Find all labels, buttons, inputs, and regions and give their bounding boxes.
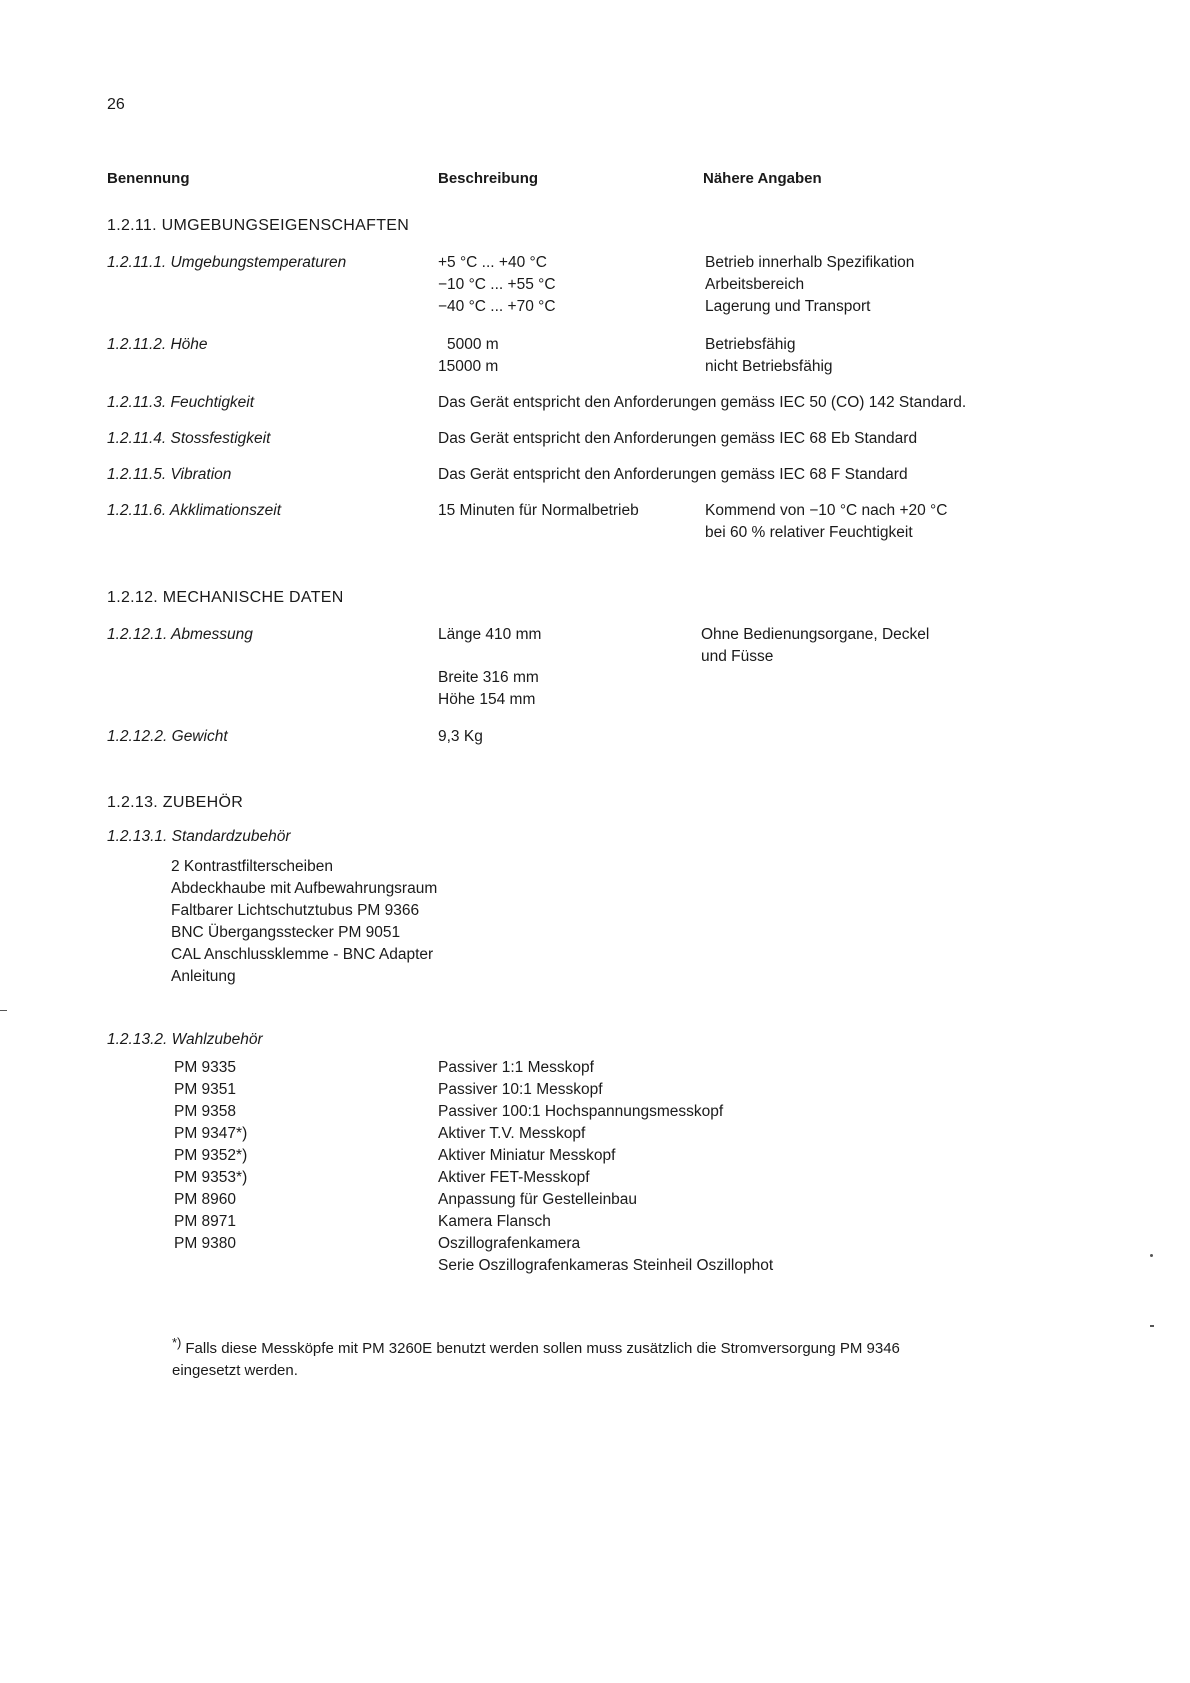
scan-speck [1150,1254,1153,1257]
item-detail: Ohne Bedienungsorgane, Deckel [701,626,930,643]
footnote-text: Falls diese Messköpfe mit PM 3260E benutzt werden sollen muss zusätzlich die Stromversorgung PM 9346 [185,1340,900,1357]
header-naehere-angaben: Nähere Angaben [703,170,822,187]
subsection-wahlzubehoer: 1.2.13.2. Wahlzubehör [107,1031,263,1048]
item-desc: Länge 410 mm [438,626,542,643]
accessory-desc: Aktiver Miniatur Messkopf [438,1147,616,1164]
subsection-standardzubehoer: 1.2.13.1. Standardzubehör [107,828,291,845]
accessory-code: PM 9353*) [174,1169,248,1186]
item-name: 1.2.12.1. Abmessung [107,626,253,643]
accessory-code: PM 8971 [174,1213,237,1230]
item-detail: nicht Betriebsfähig [705,358,833,375]
list-item: CAL Anschlussklemme - BNC Adapter [171,946,434,963]
footnote [172,1335,900,1382]
item-name: 1.2.11.6. Akklimationszeit [107,502,282,519]
accessory-code: PM 9358 [174,1103,237,1120]
accessory-code: PM 8960 [174,1191,237,1208]
accessory-code: PM 9352*) [174,1147,248,1164]
item-desc: −40 °C ... +70 °C [438,298,556,315]
header-beschreibung: Beschreibung [438,170,539,187]
footnote-marker: *) [172,1335,182,1350]
item-detail: und Füsse [701,648,774,665]
item-detail: Kommend von −10 °C nach +20 °C [705,502,948,519]
accessory-code: PM 9335 [174,1059,237,1076]
item-detail: Lagerung und Transport [705,298,871,315]
item-desc: Das Gerät entspricht den Anforderungen gemäss IEC 50 (CO) 142 Standard. [438,394,967,411]
scan-speck [0,1010,7,1011]
accessory-desc: Anpassung für Gestelleinbau [438,1191,638,1208]
header-benennung: Benennung [107,170,190,187]
item-desc: −10 °C ... +55 °C [438,276,556,293]
scan-speck [1150,1325,1154,1327]
list-item: BNC Übergangsstecker PM 9051 [171,924,401,941]
accessory-desc: Passiver 10:1 Messkopf [438,1081,603,1098]
item-desc: 5000 m [447,336,499,353]
item-desc: Das Gerät entspricht den Anforderungen gemäss IEC 68 F Standard [438,466,908,483]
list-item: 2 Kontrastfilterscheiben [171,858,333,875]
item-desc: Breite 316 mm [438,669,539,686]
section-title-zubehoer: 1.2.13. ZUBEHÖR [107,794,244,811]
page-number: 26 [107,96,125,113]
item-detail: bei 60 % relativer Feuchtigkeit [705,524,913,541]
section-title-mechanische-daten: 1.2.12. MECHANISCHE DATEN [107,589,344,606]
item-desc: 9,3 Kg [438,728,483,745]
item-desc: 15 Minuten für Normalbetrieb [438,502,639,519]
list-item: Abdeckhaube mit Aufbewahrungsraum [171,880,438,897]
accessory-desc: Passiver 100:1 Hochspannungsmesskopf [438,1103,724,1120]
accessory-code: PM 9380 [174,1235,237,1252]
item-detail: Arbeitsbereich [705,276,805,293]
accessory-desc: Passiver 1:1 Messkopf [438,1059,594,1076]
item-desc: Höhe 154 mm [438,691,536,708]
footnote-text-continued: eingesetzt werden. [172,1362,298,1379]
list-item: Anleitung [171,968,236,985]
item-name: 1.2.11.3. Feuchtigkeit [107,394,255,411]
item-detail: Betriebsfähig [705,336,796,353]
item-name: 1.2.11.4. Stossfestigkeit [107,430,271,447]
item-name: 1.2.11.2. Höhe [107,336,208,353]
accessory-code: PM 9347*) [174,1125,248,1142]
item-desc: +5 °C ... +40 °C [438,254,547,271]
section-title-umgebung: 1.2.11. UMGEBUNGSEIGENSCHAFTEN [107,217,410,234]
list-item: Faltbarer Lichtschutztubus PM 9366 [171,902,420,919]
accessory-desc: Aktiver FET-Messkopf [438,1169,590,1186]
item-name: 1.2.12.2. Gewicht [107,728,228,745]
item-desc: Das Gerät entspricht den Anforderungen gemäss IEC 68 Eb Standard [438,430,918,447]
accessory-desc: Oszillografenkamera [438,1235,581,1252]
accessory-desc: Aktiver T.V. Messkopf [438,1125,586,1142]
item-detail: Betrieb innerhalb Spezifikation [705,254,915,271]
accessory-desc: Serie Oszillografenkameras Steinheil Oszillophot [438,1257,774,1274]
accessory-code: PM 9351 [174,1081,237,1098]
accessory-desc: Kamera Flansch [438,1213,551,1230]
item-name: 1.2.11.1. Umgebungstemperaturen [107,254,347,271]
item-name: 1.2.11.5. Vibration [107,466,232,483]
item-desc: 15000 m [438,358,499,375]
